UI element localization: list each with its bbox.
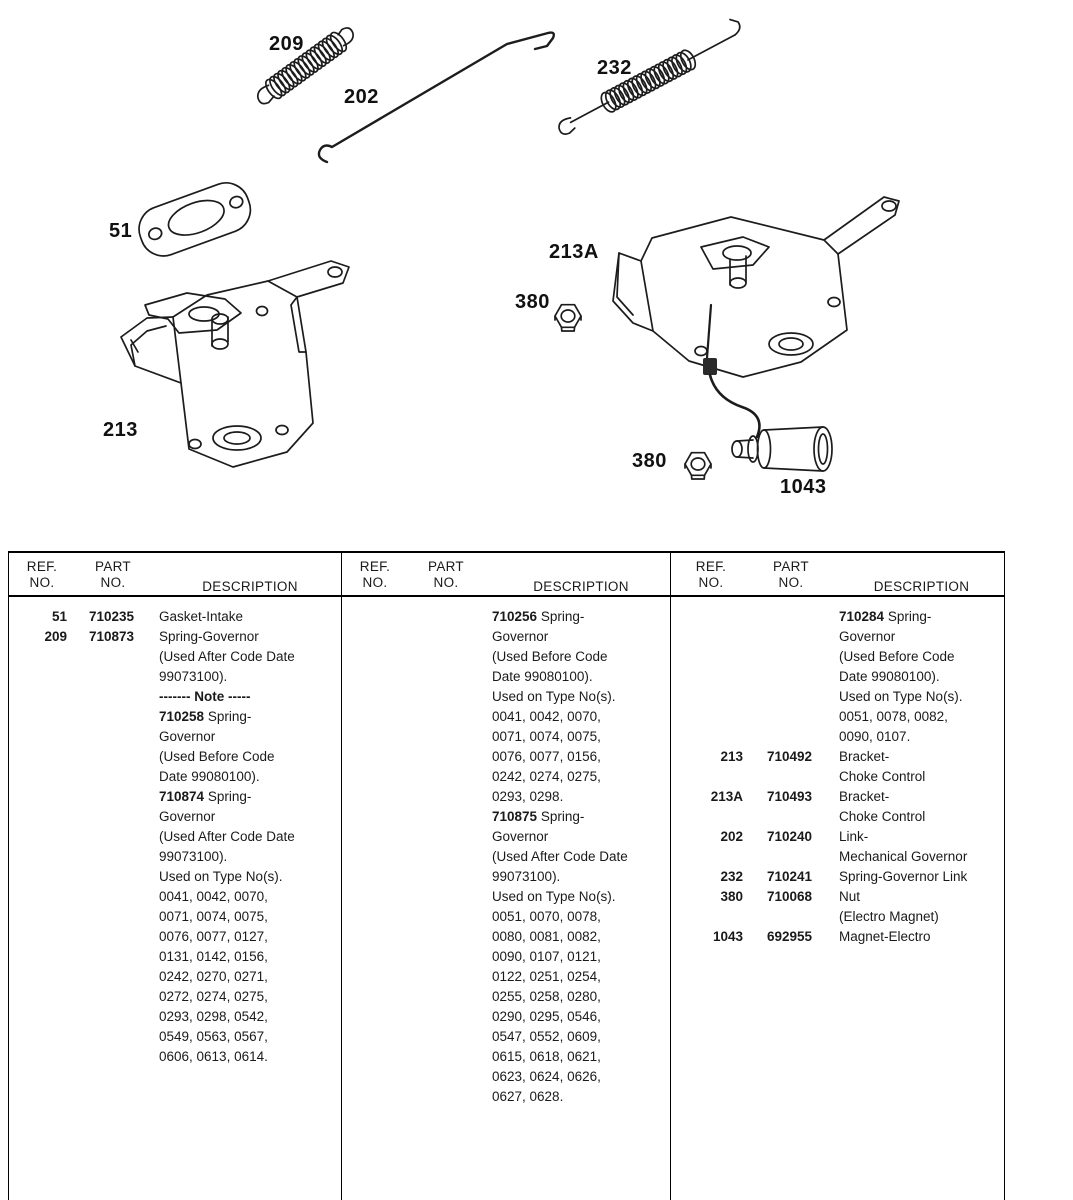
- nut-380-upper-drawing: [555, 305, 581, 331]
- part-no-cell: 710492: [767, 749, 813, 764]
- parts-entry: [679, 867, 1004, 887]
- parts-entry: [679, 927, 1004, 947]
- header-ref-no: REF. NO.: [695, 559, 727, 590]
- header-description: DESCRIPTION: [533, 579, 629, 594]
- ref-no-cell: 380: [720, 889, 743, 904]
- header-ref-no: REF. NO.: [26, 559, 58, 590]
- panel-header: [342, 553, 670, 597]
- part-no-cell: [400, 607, 492, 1107]
- panel-body: [342, 597, 670, 1107]
- ref-label-51: 51: [109, 220, 133, 242]
- panel-header: [9, 553, 341, 597]
- parts-entry: [17, 607, 341, 627]
- panel-header: [671, 553, 1004, 597]
- part-no-cell: 710873: [89, 629, 135, 644]
- header-part-no: PART NO.: [428, 559, 464, 590]
- description-cell: Spring-Governor (Used After Code Date 99073100). ------- Note ----- 710258 Spring- Governor (Used Before Code Date 99080100). 710874 Spring- Governor (Used After Code Date 99073100). Used on Type No(s). 0041, 0042, 0070, 0071, 0074, 0075, 0076, 0077, 0127, 0131, 0142, 0156, 0242, 0270, 0271, 0272, 0274, 0275, 0293, 0298, 0542, 0549, 0563, 0567, 0606, 0613, 0614.: [159, 629, 295, 1064]
- parts-entry: [679, 747, 1004, 787]
- parts-entry: [679, 787, 1004, 827]
- parts-entry: [350, 607, 670, 1107]
- ref-label-1043: 1043: [780, 476, 827, 498]
- ref-no-cell: 1043: [712, 929, 743, 944]
- parts-entry: [679, 887, 1004, 927]
- part-no-cell: 710068: [767, 889, 813, 904]
- panel-body: [671, 597, 1004, 947]
- description-cell: Bracket- Choke Control: [839, 749, 926, 784]
- description-cell: Bracket- Choke Control: [839, 789, 926, 824]
- ref-label-202: 202: [344, 86, 379, 108]
- ref-label-213a: 213A: [549, 241, 599, 263]
- ref-no-cell: 202: [720, 829, 743, 844]
- parts-entry: [17, 627, 341, 1067]
- ref-no-cell: 213: [720, 749, 743, 764]
- ref-label-209: 209: [269, 33, 304, 55]
- description-cell: Gasket-Intake: [159, 609, 244, 624]
- part-no-cell: 710235: [89, 609, 135, 624]
- header-ref-no: REF. NO.: [359, 559, 391, 590]
- part-no-cell: 692955: [767, 929, 813, 944]
- description-cell: Nut (Electro Magnet): [839, 889, 939, 924]
- ref-label-213: 213: [103, 419, 138, 441]
- ref-no-cell: [679, 607, 743, 747]
- gasket-51-drawing: [133, 176, 257, 262]
- parts-table-panel-1: [9, 553, 342, 1200]
- parts-diagram-art: [0, 0, 1073, 550]
- ref-label-380-lower: 380: [632, 450, 667, 472]
- description-cell: Spring-Governor Link: [839, 869, 968, 884]
- ref-label-380-upper: 380: [515, 291, 550, 313]
- description-cell: Link- Mechanical Governor: [839, 829, 968, 864]
- electro-magnet-1043-drawing: [732, 427, 832, 471]
- parts-entry: [679, 607, 1004, 747]
- bracket-213-drawing: [121, 261, 349, 467]
- ref-no-cell: [350, 607, 400, 1107]
- header-description: DESCRIPTION: [873, 579, 970, 594]
- part-no-cell: [743, 607, 839, 747]
- description-cell: 710256 Spring- Governor (Used Before Code Date 99080100). Used on Type No(s). 0041, 0042, 0070, 0071, 0074, 0075, 0076, 0077, 0156, 0242, 0274, 0275, 0293, 0298. 710875 Spring- Governor (Used After Code Date 99073100). Used on Type No(s). 0051, 0070, 0078, 0080, 0081, 0082, 0090, 0107, 0121, 0122, 0251, 0254, 0255, 0258, 0280, 0290, 0295, 0546, 0547, 0552, 0609, 0615, 0618, 0621, 0623, 0624, 0626, 0627, 0628.: [492, 609, 628, 1104]
- ref-no-cell: 209: [44, 629, 67, 644]
- spring-232-drawing: [551, 17, 747, 138]
- parts-diagram: [0, 0, 1073, 550]
- part-no-cell: 710493: [767, 789, 813, 804]
- ref-no-cell: 232: [720, 869, 743, 884]
- parts-table-panel-2: [342, 553, 671, 1200]
- ref-no-cell: 51: [51, 609, 67, 624]
- parts-entry: [679, 827, 1004, 867]
- part-no-cell: 710241: [767, 869, 813, 884]
- ref-no-cell: 213A: [710, 789, 743, 804]
- part-no-cell: 710240: [767, 829, 813, 844]
- header-part-no: PART NO.: [773, 559, 809, 590]
- nut-380-lower-drawing: [685, 453, 711, 479]
- description-cell: Magnet-Electro: [839, 929, 931, 944]
- header-part-no: PART NO.: [95, 559, 131, 590]
- parts-table: [8, 551, 1005, 1200]
- description-cell: 710284 Spring- Governor (Used Before Code Date 99080100). Used on Type No(s). 0051, 0078, 0082, 0090, 0107.: [839, 609, 963, 744]
- panel-body: [9, 597, 341, 1067]
- ref-label-232: 232: [597, 57, 632, 79]
- bracket-213a-drawing: [613, 197, 899, 437]
- header-description: DESCRIPTION: [202, 579, 298, 594]
- parts-table-panel-3: [671, 553, 1004, 1200]
